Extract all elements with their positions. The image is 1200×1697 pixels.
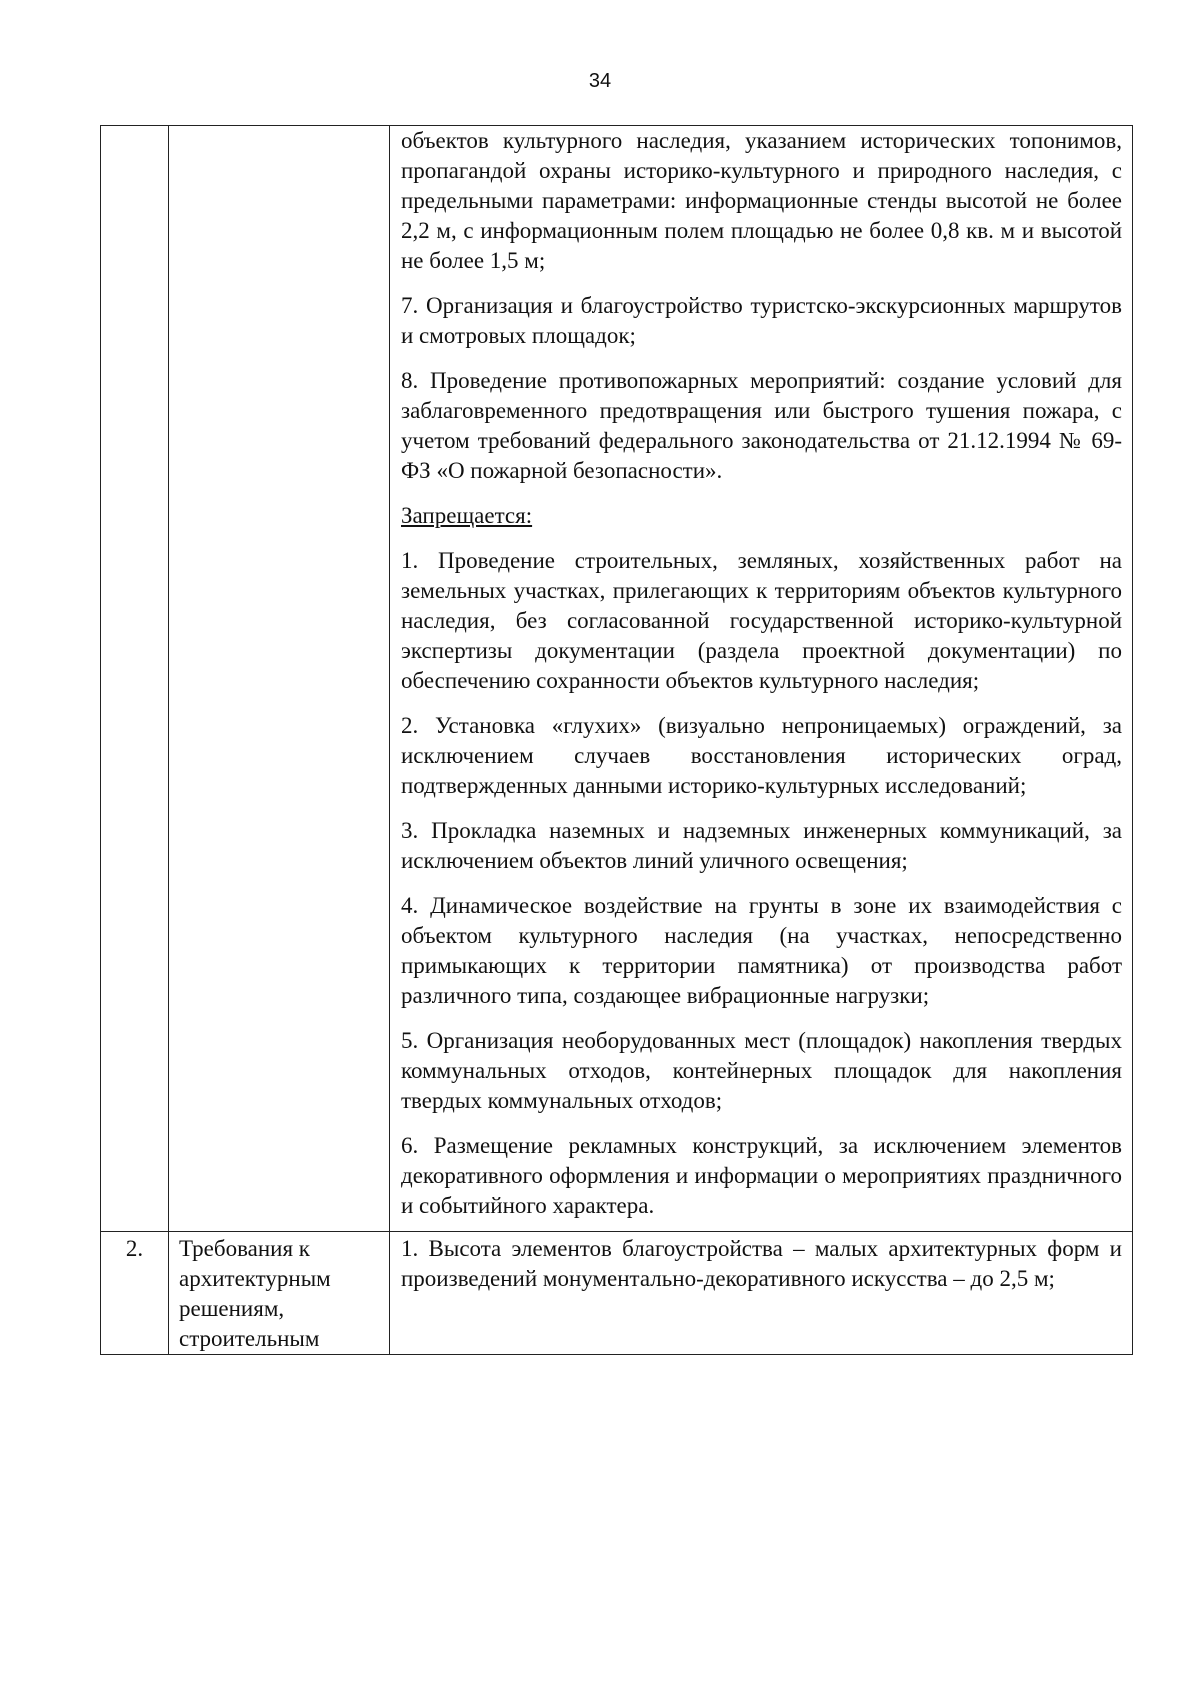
label-line-4: строительным <box>179 1326 320 1351</box>
paragraph-info-stands: объектов культурного наследия, указанием исторических топонимов, пропагандой охраны историко-культурного и природного наследия, с предельными параметрами: информационные стенды высотой не более 2,2 м, с информационным полем площадью не более 0,8 кв. м и высотой не более 1,5 м; <box>401 128 1122 273</box>
prohibited-item-3: 3. Прокладка наземных и надземных инженерных коммуникаций, за исключением объектов линий уличного освещения; <box>401 818 1122 873</box>
prohibited-item-1: 1. Проведение строительных, земляных, хозяйственных работ на земельных участках, прилегающих к территориям объектов культурного наследия, без согласованной государственной историко-культурной экспертизы документации (раздела проектной документации) по обеспечению сохранности объектов культурного наследия; <box>401 548 1122 693</box>
label-word: Требования <box>179 1236 294 1261</box>
table-row <box>101 126 1133 1232</box>
row-label-cell <box>169 126 390 1232</box>
page-number: 34 <box>588 70 612 92</box>
row-content-cell <box>390 126 1133 1232</box>
paragraph-height-requirement: 1. Высота элементов благоустройства – малых архитектурных форм и произведений монументально-декоративного искусства – до 2,5 м; <box>401 1236 1122 1291</box>
prohibited-heading: Запрещается: <box>401 503 533 528</box>
label-line-2: архитектурным <box>179 1266 331 1291</box>
paragraph-item-7: 7. Организация и благоустройство туристско-экскурсионных маршрутов и смотровых площадок; <box>401 293 1122 348</box>
row-number-cell <box>101 126 169 1232</box>
prohibited-item-6: 6. Размещение рекламных конструкций, за исключением элементов декоративного оформления и информации о мероприятиях праздничного и событийного характера. <box>401 1133 1122 1218</box>
row-label-cell <box>169 1232 390 1355</box>
label-word: к <box>298 1236 310 1261</box>
prohibited-item-5: 5. Организация необорудованных мест (площадок) накопления твердых коммунальных отходов, контейнерных площадок для накопления твердых коммунальных отходов; <box>401 1028 1122 1113</box>
prohibited-item-4: 4. Динамическое воздействие на грунты в зоне их взаимодействия с объектом культурного наследия (на участках, непосредственно примыкающих к территории памятника) от производства работ различного типа, создающее вибрационные нагрузки; <box>401 893 1122 1008</box>
table-row <box>101 1232 1133 1355</box>
paragraph-item-8: 8. Проведение противопожарных мероприятий: создание условий для заблаговременного предотвращения или быстрого тушения пожара, с учетом требований федерального законодательства от 21.12.1994 № 69-ФЗ «О пожарной безопасности». <box>401 368 1122 483</box>
row-content-cell <box>390 1232 1133 1355</box>
row-number-cell: 2. <box>101 1232 169 1355</box>
label-line-3: решениям, <box>179 1296 285 1321</box>
label-line-1 <box>179 1234 379 1264</box>
prohibited-item-2: 2. Установка «глухих» (визуально непроницаемых) ограждений, за исключением случаев восстановления исторических оград, подтвержденных данными историко-культурных исследований; <box>401 713 1122 798</box>
requirements-table <box>100 125 1133 1355</box>
